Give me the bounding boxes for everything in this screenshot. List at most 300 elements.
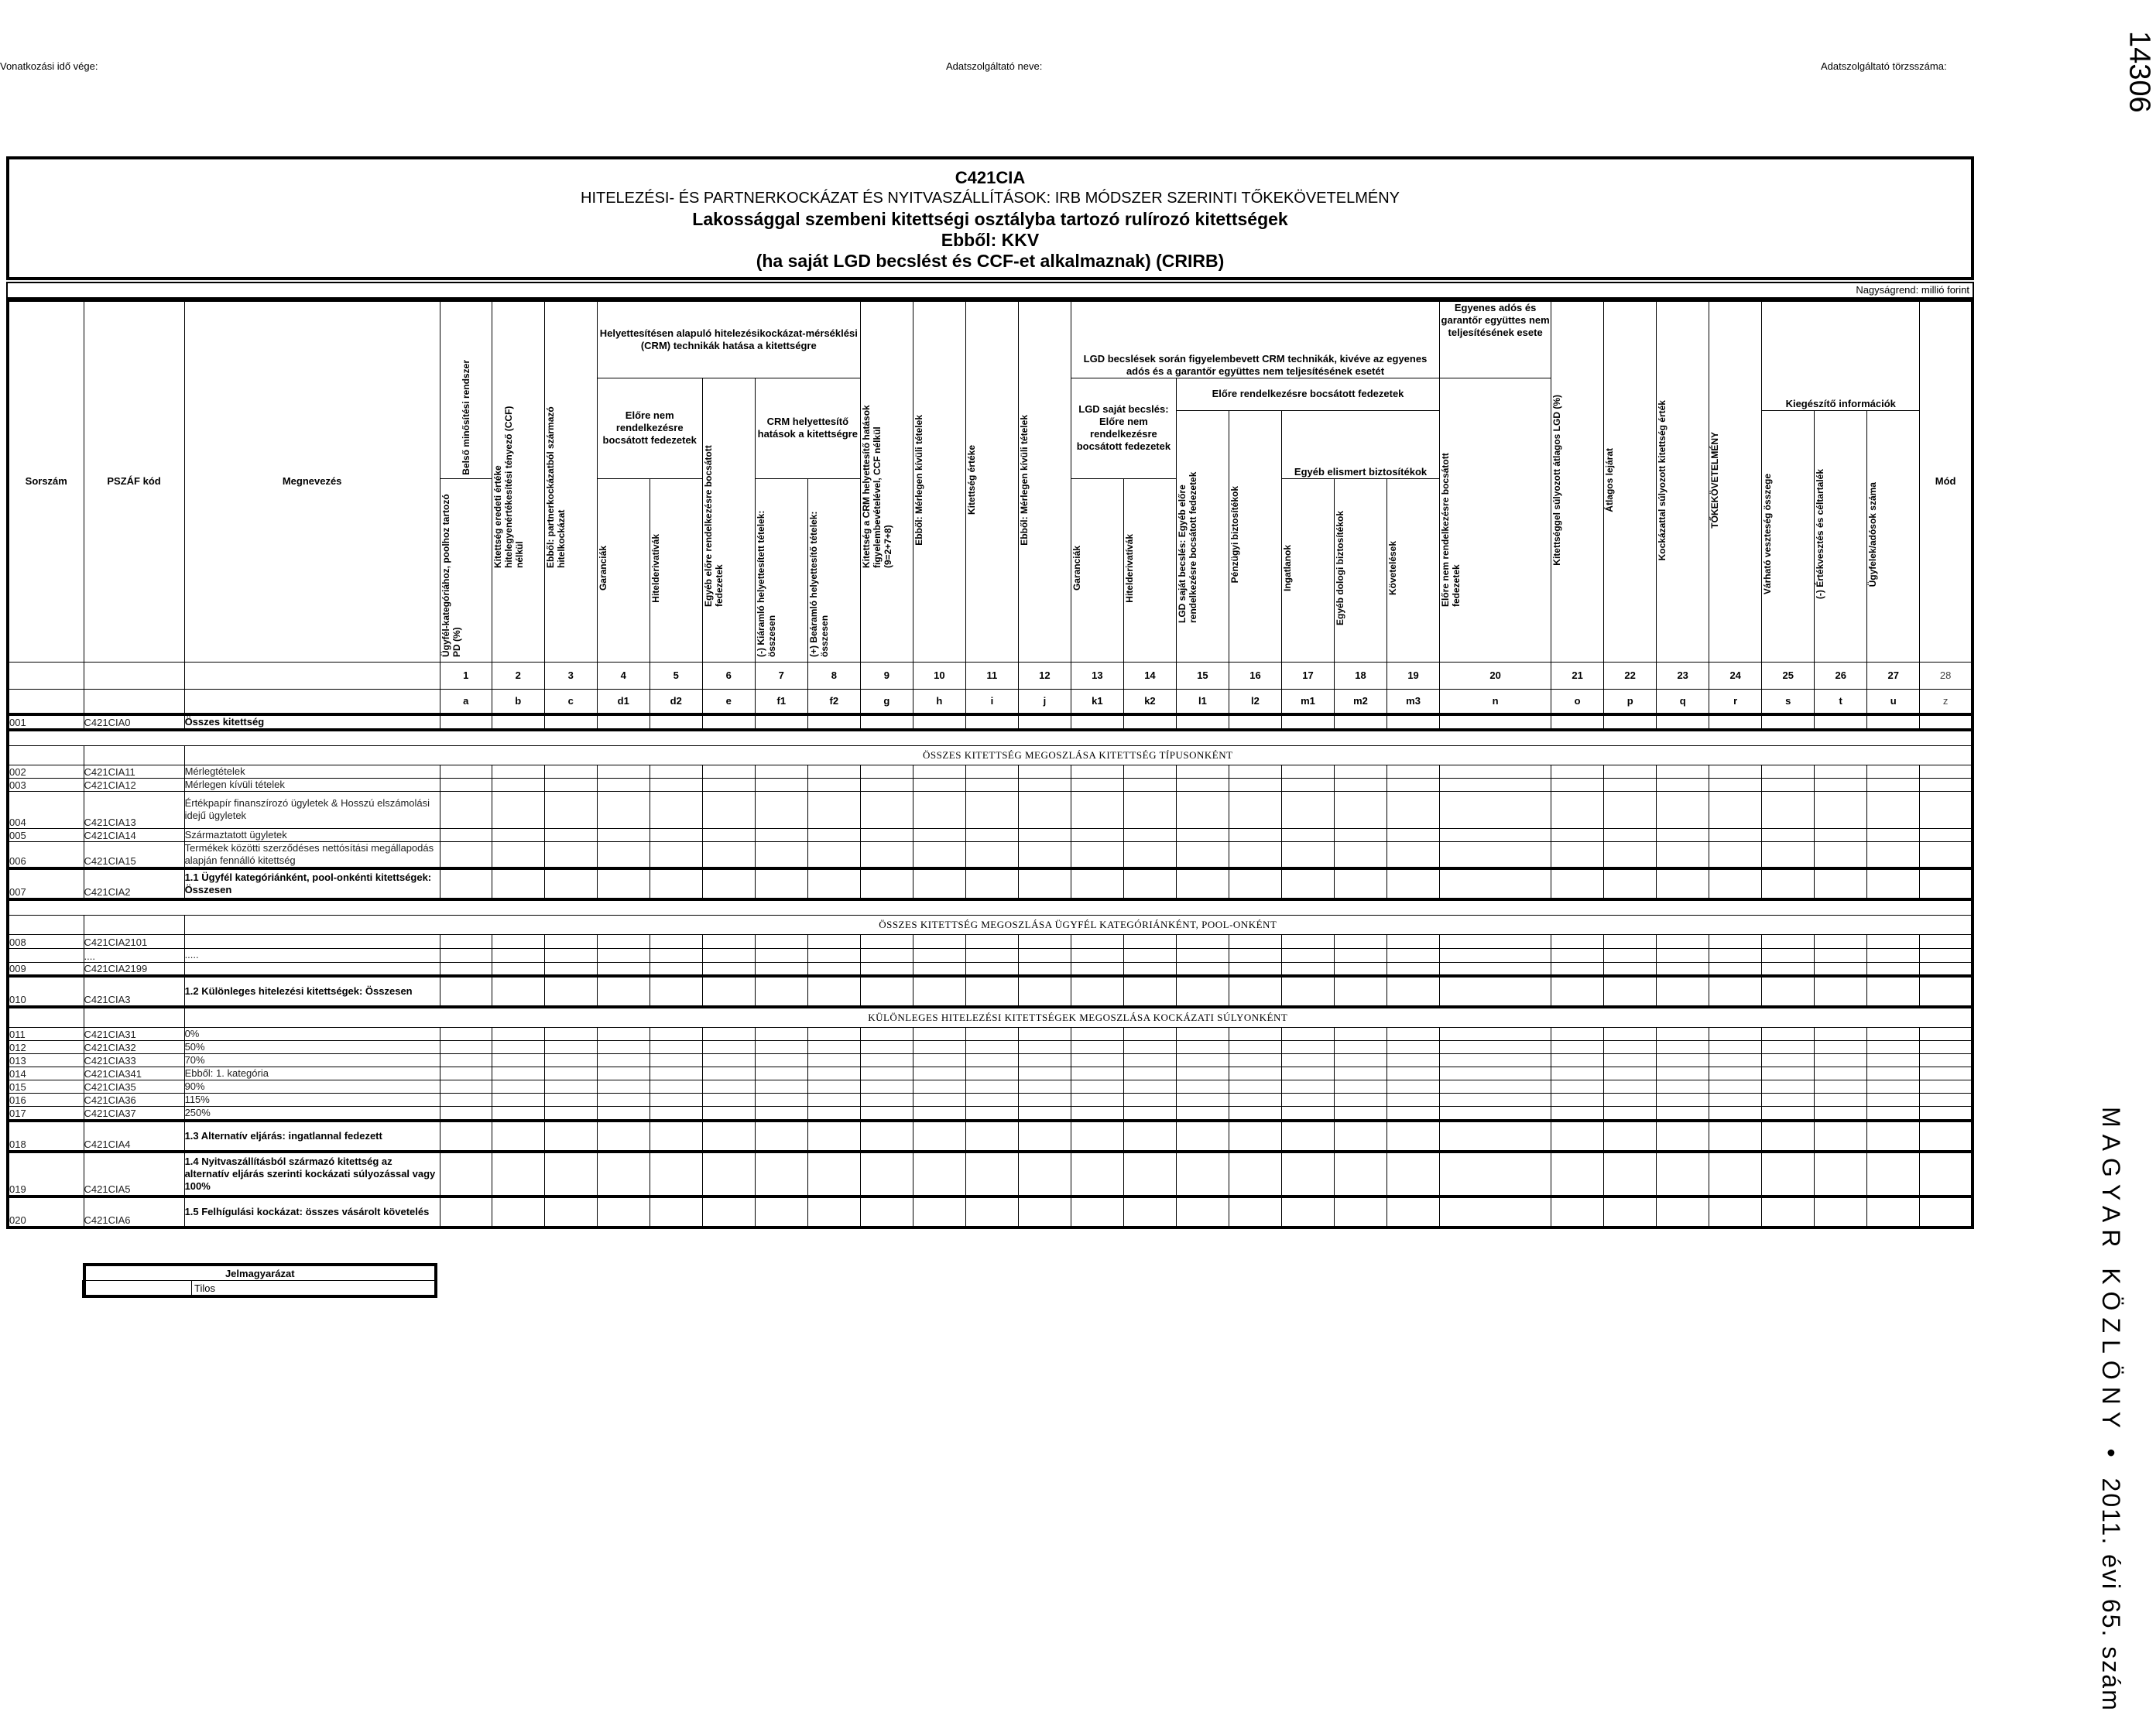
data-cell[interactable] (807, 841, 860, 868)
data-cell[interactable] (1709, 828, 1762, 841)
data-cell[interactable] (1762, 948, 1815, 962)
data-cell[interactable] (1657, 868, 1709, 899)
data-cell[interactable] (1123, 778, 1176, 791)
data-cell[interactable] (1815, 1152, 1867, 1197)
data-cell[interactable] (492, 828, 544, 841)
data-cell[interactable] (1762, 1197, 1815, 1228)
data-cell[interactable] (1334, 1093, 1386, 1106)
data-cell[interactable] (1815, 1080, 1867, 1093)
data-cell[interactable] (597, 976, 650, 1007)
data-cell[interactable] (1176, 1053, 1229, 1067)
data-cell[interactable] (544, 962, 597, 976)
data-cell[interactable] (1176, 1027, 1229, 1040)
data-cell[interactable] (1762, 1040, 1815, 1053)
data-cell[interactable] (755, 828, 807, 841)
data-cell[interactable] (860, 1106, 913, 1121)
data-cell[interactable] (860, 714, 913, 730)
data-cell[interactable] (1018, 962, 1071, 976)
data-cell[interactable] (1440, 1067, 1551, 1080)
data-cell[interactable] (1018, 1053, 1071, 1067)
data-cell[interactable] (1815, 1106, 1867, 1121)
data-cell[interactable] (965, 976, 1018, 1007)
data-cell[interactable] (807, 976, 860, 1007)
data-cell[interactable] (1551, 1121, 1604, 1152)
data-cell[interactable] (650, 1093, 702, 1106)
data-cell[interactable] (860, 1093, 913, 1106)
data-cell[interactable] (1920, 765, 1973, 778)
data-cell[interactable] (702, 841, 755, 868)
data-cell[interactable] (1387, 791, 1440, 828)
data-cell[interactable] (1551, 976, 1604, 1007)
data-cell[interactable] (913, 948, 965, 962)
data-cell[interactable] (1334, 765, 1386, 778)
data-cell[interactable] (1018, 841, 1071, 868)
data-cell[interactable] (755, 1067, 807, 1080)
data-cell[interactable] (1176, 765, 1229, 778)
data-cell[interactable] (1440, 948, 1551, 962)
data-cell[interactable] (1551, 1080, 1604, 1093)
data-cell[interactable] (755, 948, 807, 962)
data-cell[interactable] (1071, 828, 1123, 841)
data-cell[interactable] (1281, 765, 1334, 778)
data-cell[interactable] (650, 962, 702, 976)
data-cell[interactable] (1018, 778, 1071, 791)
data-cell[interactable] (650, 828, 702, 841)
data-cell[interactable] (1709, 841, 1762, 868)
data-cell[interactable] (492, 1093, 544, 1106)
data-cell[interactable] (1229, 1080, 1281, 1093)
data-cell[interactable] (1071, 934, 1123, 948)
data-cell[interactable] (1334, 1121, 1386, 1152)
data-cell[interactable] (1867, 962, 1920, 976)
data-cell[interactable] (1551, 1152, 1604, 1197)
data-cell[interactable] (1551, 948, 1604, 962)
data-cell[interactable] (1176, 778, 1229, 791)
data-cell[interactable] (544, 1053, 597, 1067)
data-cell[interactable] (1815, 934, 1867, 948)
data-cell[interactable] (807, 948, 860, 962)
data-cell[interactable] (1604, 1067, 1657, 1080)
data-cell[interactable] (1920, 1197, 1973, 1228)
data-cell[interactable] (965, 791, 1018, 828)
data-cell[interactable] (702, 714, 755, 730)
data-cell[interactable] (702, 1197, 755, 1228)
data-cell[interactable] (965, 934, 1018, 948)
data-cell[interactable] (1018, 1197, 1071, 1228)
data-cell[interactable] (650, 934, 702, 948)
data-cell[interactable] (1657, 1152, 1709, 1197)
data-cell[interactable] (807, 934, 860, 948)
data-cell[interactable] (755, 868, 807, 899)
data-cell[interactable] (544, 791, 597, 828)
data-cell[interactable] (860, 765, 913, 778)
data-cell[interactable] (544, 1197, 597, 1228)
data-cell[interactable] (1920, 1053, 1973, 1067)
data-cell[interactable] (1334, 1080, 1386, 1093)
data-cell[interactable] (1657, 791, 1709, 828)
data-cell[interactable] (1657, 765, 1709, 778)
data-cell[interactable] (1815, 1040, 1867, 1053)
data-cell[interactable] (913, 1152, 965, 1197)
data-cell[interactable] (1281, 1197, 1334, 1228)
data-cell[interactable] (1229, 841, 1281, 868)
data-cell[interactable] (1387, 1152, 1440, 1197)
data-cell[interactable] (1018, 934, 1071, 948)
data-cell[interactable] (1867, 828, 1920, 841)
data-cell[interactable] (702, 1053, 755, 1067)
data-cell[interactable] (755, 778, 807, 791)
data-cell[interactable] (702, 765, 755, 778)
data-cell[interactable] (1176, 976, 1229, 1007)
data-cell[interactable] (1123, 1027, 1176, 1040)
data-cell[interactable] (1440, 1152, 1551, 1197)
data-cell[interactable] (492, 1040, 544, 1053)
data-cell[interactable] (807, 1121, 860, 1152)
data-cell[interactable] (1071, 1027, 1123, 1040)
data-cell[interactable] (913, 1067, 965, 1080)
data-cell[interactable] (1604, 948, 1657, 962)
data-cell[interactable] (650, 1067, 702, 1080)
data-cell[interactable] (1920, 1027, 1973, 1040)
data-cell[interactable] (650, 1106, 702, 1121)
data-cell[interactable] (1071, 778, 1123, 791)
data-cell[interactable] (913, 1080, 965, 1093)
data-cell[interactable] (492, 976, 544, 1007)
data-cell[interactable] (702, 1027, 755, 1040)
data-cell[interactable] (1018, 868, 1071, 899)
data-cell[interactable] (1018, 1040, 1071, 1053)
data-cell[interactable] (1334, 714, 1386, 730)
data-cell[interactable] (1604, 765, 1657, 778)
data-cell[interactable] (1018, 714, 1071, 730)
data-cell[interactable] (913, 841, 965, 868)
data-cell[interactable] (650, 1027, 702, 1040)
data-cell[interactable] (492, 934, 544, 948)
data-cell[interactable] (1867, 1197, 1920, 1228)
data-cell[interactable] (1334, 841, 1386, 868)
data-cell[interactable] (1334, 962, 1386, 976)
data-cell[interactable] (1604, 828, 1657, 841)
data-cell[interactable] (1657, 828, 1709, 841)
data-cell[interactable] (650, 868, 702, 899)
data-cell[interactable] (1815, 828, 1867, 841)
data-cell[interactable] (1709, 1067, 1762, 1080)
data-cell[interactable] (860, 976, 913, 1007)
data-cell[interactable] (702, 948, 755, 962)
data-cell[interactable] (755, 1093, 807, 1106)
data-cell[interactable] (1920, 962, 1973, 976)
data-cell[interactable] (1229, 1106, 1281, 1121)
data-cell[interactable] (544, 1040, 597, 1053)
data-cell[interactable] (807, 868, 860, 899)
data-cell[interactable] (965, 765, 1018, 778)
data-cell[interactable] (1604, 1080, 1657, 1093)
data-cell[interactable] (1176, 962, 1229, 976)
data-cell[interactable] (1334, 1197, 1386, 1228)
data-cell[interactable] (1551, 1027, 1604, 1040)
data-cell[interactable] (1123, 1093, 1176, 1106)
data-cell[interactable] (1709, 948, 1762, 962)
data-cell[interactable] (1123, 948, 1176, 962)
data-cell[interactable] (1920, 778, 1973, 791)
data-cell[interactable] (702, 934, 755, 948)
data-cell[interactable] (1071, 765, 1123, 778)
data-cell[interactable] (1071, 714, 1123, 730)
data-cell[interactable] (1551, 1067, 1604, 1080)
data-cell[interactable] (755, 714, 807, 730)
data-cell[interactable] (860, 962, 913, 976)
data-cell[interactable] (1281, 828, 1334, 841)
data-cell[interactable] (440, 976, 492, 1007)
data-cell[interactable] (913, 962, 965, 976)
data-cell[interactable] (965, 962, 1018, 976)
data-cell[interactable] (440, 778, 492, 791)
data-cell[interactable] (1071, 1040, 1123, 1053)
data-cell[interactable] (440, 1027, 492, 1040)
data-cell[interactable] (1281, 1080, 1334, 1093)
data-cell[interactable] (860, 1040, 913, 1053)
data-cell[interactable] (1815, 976, 1867, 1007)
data-cell[interactable] (1229, 1053, 1281, 1067)
data-cell[interactable] (1440, 828, 1551, 841)
data-cell[interactable] (1229, 791, 1281, 828)
data-cell[interactable] (1815, 841, 1867, 868)
data-cell[interactable] (492, 791, 544, 828)
data-cell[interactable] (755, 1106, 807, 1121)
data-cell[interactable] (1551, 962, 1604, 976)
data-cell[interactable] (1657, 1080, 1709, 1093)
data-cell[interactable] (1551, 778, 1604, 791)
data-cell[interactable] (1071, 976, 1123, 1007)
data-cell[interactable] (597, 1093, 650, 1106)
data-cell[interactable] (755, 962, 807, 976)
data-cell[interactable] (492, 1053, 544, 1067)
data-cell[interactable] (440, 791, 492, 828)
data-cell[interactable] (1867, 1152, 1920, 1197)
data-cell[interactable] (1657, 1027, 1709, 1040)
data-cell[interactable] (1440, 1197, 1551, 1228)
data-cell[interactable] (1334, 1152, 1386, 1197)
data-cell[interactable] (1123, 1197, 1176, 1228)
data-cell[interactable] (755, 1152, 807, 1197)
data-cell[interactable] (1387, 962, 1440, 976)
data-cell[interactable] (1387, 778, 1440, 791)
data-cell[interactable] (913, 1053, 965, 1067)
data-cell[interactable] (1709, 791, 1762, 828)
data-cell[interactable] (1176, 934, 1229, 948)
data-cell[interactable] (1176, 1080, 1229, 1093)
data-cell[interactable] (1815, 962, 1867, 976)
data-cell[interactable] (597, 948, 650, 962)
data-cell[interactable] (650, 1053, 702, 1067)
data-cell[interactable] (440, 1067, 492, 1080)
data-cell[interactable] (597, 841, 650, 868)
data-cell[interactable] (1334, 791, 1386, 828)
data-cell[interactable] (1440, 778, 1551, 791)
data-cell[interactable] (1709, 1106, 1762, 1121)
data-cell[interactable] (1657, 1121, 1709, 1152)
data-cell[interactable] (755, 1121, 807, 1152)
data-cell[interactable] (1071, 1197, 1123, 1228)
data-cell[interactable] (1281, 1093, 1334, 1106)
data-cell[interactable] (1920, 791, 1973, 828)
data-cell[interactable] (1604, 1040, 1657, 1053)
data-cell[interactable] (1604, 1106, 1657, 1121)
data-cell[interactable] (1657, 1106, 1709, 1121)
data-cell[interactable] (807, 791, 860, 828)
data-cell[interactable] (755, 934, 807, 948)
data-cell[interactable] (860, 934, 913, 948)
data-cell[interactable] (1762, 962, 1815, 976)
data-cell[interactable] (1709, 934, 1762, 948)
data-cell[interactable] (1123, 1152, 1176, 1197)
data-cell[interactable] (1657, 841, 1709, 868)
data-cell[interactable] (544, 1106, 597, 1121)
data-cell[interactable] (1604, 1152, 1657, 1197)
data-cell[interactable] (1229, 1121, 1281, 1152)
data-cell[interactable] (1071, 791, 1123, 828)
data-cell[interactable] (965, 1080, 1018, 1093)
data-cell[interactable] (1229, 1040, 1281, 1053)
data-cell[interactable] (1657, 976, 1709, 1007)
data-cell[interactable] (1281, 1121, 1334, 1152)
data-cell[interactable] (544, 976, 597, 1007)
data-cell[interactable] (1867, 1027, 1920, 1040)
data-cell[interactable] (1815, 714, 1867, 730)
data-cell[interactable] (597, 1040, 650, 1053)
data-cell[interactable] (860, 1053, 913, 1067)
data-cell[interactable] (544, 765, 597, 778)
data-cell[interactable] (1867, 1080, 1920, 1093)
data-cell[interactable] (913, 1093, 965, 1106)
data-cell[interactable] (1071, 1080, 1123, 1093)
data-cell[interactable] (1657, 962, 1709, 976)
data-cell[interactable] (755, 976, 807, 1007)
data-cell[interactable] (1123, 934, 1176, 948)
data-cell[interactable] (1334, 1106, 1386, 1121)
data-cell[interactable] (965, 1027, 1018, 1040)
data-cell[interactable] (1071, 1152, 1123, 1197)
data-cell[interactable] (1815, 1067, 1867, 1080)
data-cell[interactable] (1815, 948, 1867, 962)
data-cell[interactable] (1440, 1053, 1551, 1067)
data-cell[interactable] (440, 1040, 492, 1053)
data-cell[interactable] (597, 828, 650, 841)
data-cell[interactable] (1762, 1067, 1815, 1080)
data-cell[interactable] (1604, 778, 1657, 791)
data-cell[interactable] (755, 1080, 807, 1093)
data-cell[interactable] (755, 841, 807, 868)
data-cell[interactable] (1440, 962, 1551, 976)
data-cell[interactable] (1334, 976, 1386, 1007)
data-cell[interactable] (1551, 1093, 1604, 1106)
data-cell[interactable] (492, 714, 544, 730)
data-cell[interactable] (702, 962, 755, 976)
data-cell[interactable] (1387, 1106, 1440, 1121)
data-cell[interactable] (913, 1027, 965, 1040)
data-cell[interactable] (807, 1067, 860, 1080)
data-cell[interactable] (1815, 1093, 1867, 1106)
data-cell[interactable] (1123, 1053, 1176, 1067)
data-cell[interactable] (1867, 791, 1920, 828)
data-cell[interactable] (1176, 1093, 1229, 1106)
data-cell[interactable] (440, 948, 492, 962)
data-cell[interactable] (440, 1093, 492, 1106)
data-cell[interactable] (1334, 778, 1386, 791)
data-cell[interactable] (650, 1040, 702, 1053)
data-cell[interactable] (1604, 1093, 1657, 1106)
data-cell[interactable] (807, 1027, 860, 1040)
data-cell[interactable] (1762, 868, 1815, 899)
data-cell[interactable] (1229, 976, 1281, 1007)
data-cell[interactable] (1387, 934, 1440, 948)
data-cell[interactable] (1123, 841, 1176, 868)
data-cell[interactable] (1229, 962, 1281, 976)
data-cell[interactable] (965, 868, 1018, 899)
data-cell[interactable] (440, 828, 492, 841)
data-cell[interactable] (1018, 1093, 1071, 1106)
data-cell[interactable] (1334, 948, 1386, 962)
data-cell[interactable] (1762, 1152, 1815, 1197)
data-cell[interactable] (1440, 1080, 1551, 1093)
data-cell[interactable] (1815, 1197, 1867, 1228)
data-cell[interactable] (1920, 828, 1973, 841)
data-cell[interactable] (1657, 948, 1709, 962)
data-cell[interactable] (1920, 714, 1973, 730)
data-cell[interactable] (544, 828, 597, 841)
data-cell[interactable] (1071, 1106, 1123, 1121)
data-cell[interactable] (1920, 1093, 1973, 1106)
data-cell[interactable] (1920, 841, 1973, 868)
data-cell[interactable] (702, 1106, 755, 1121)
data-cell[interactable] (755, 1027, 807, 1040)
data-cell[interactable] (1123, 1067, 1176, 1080)
data-cell[interactable] (913, 934, 965, 948)
data-cell[interactable] (1387, 1080, 1440, 1093)
data-cell[interactable] (860, 1080, 913, 1093)
data-cell[interactable] (807, 714, 860, 730)
data-cell[interactable] (597, 1053, 650, 1067)
data-cell[interactable] (492, 962, 544, 976)
data-cell[interactable] (597, 1197, 650, 1228)
data-cell[interactable] (1071, 962, 1123, 976)
data-cell[interactable] (1071, 1053, 1123, 1067)
data-cell[interactable] (492, 1067, 544, 1080)
data-cell[interactable] (913, 1121, 965, 1152)
data-cell[interactable] (1176, 1197, 1229, 1228)
data-cell[interactable] (1440, 1040, 1551, 1053)
data-cell[interactable] (1229, 714, 1281, 730)
data-cell[interactable] (860, 1027, 913, 1040)
data-cell[interactable] (1551, 934, 1604, 948)
data-cell[interactable] (807, 1053, 860, 1067)
data-cell[interactable] (965, 828, 1018, 841)
data-cell[interactable] (1281, 1040, 1334, 1053)
data-cell[interactable] (1334, 1040, 1386, 1053)
data-cell[interactable] (492, 1106, 544, 1121)
data-cell[interactable] (1176, 828, 1229, 841)
data-cell[interactable] (755, 1040, 807, 1053)
data-cell[interactable] (965, 1152, 1018, 1197)
data-cell[interactable] (1229, 934, 1281, 948)
data-cell[interactable] (650, 976, 702, 1007)
data-cell[interactable] (597, 868, 650, 899)
data-cell[interactable] (1709, 1093, 1762, 1106)
data-cell[interactable] (597, 791, 650, 828)
data-cell[interactable] (702, 778, 755, 791)
data-cell[interactable] (1018, 1027, 1071, 1040)
data-cell[interactable] (965, 1053, 1018, 1067)
